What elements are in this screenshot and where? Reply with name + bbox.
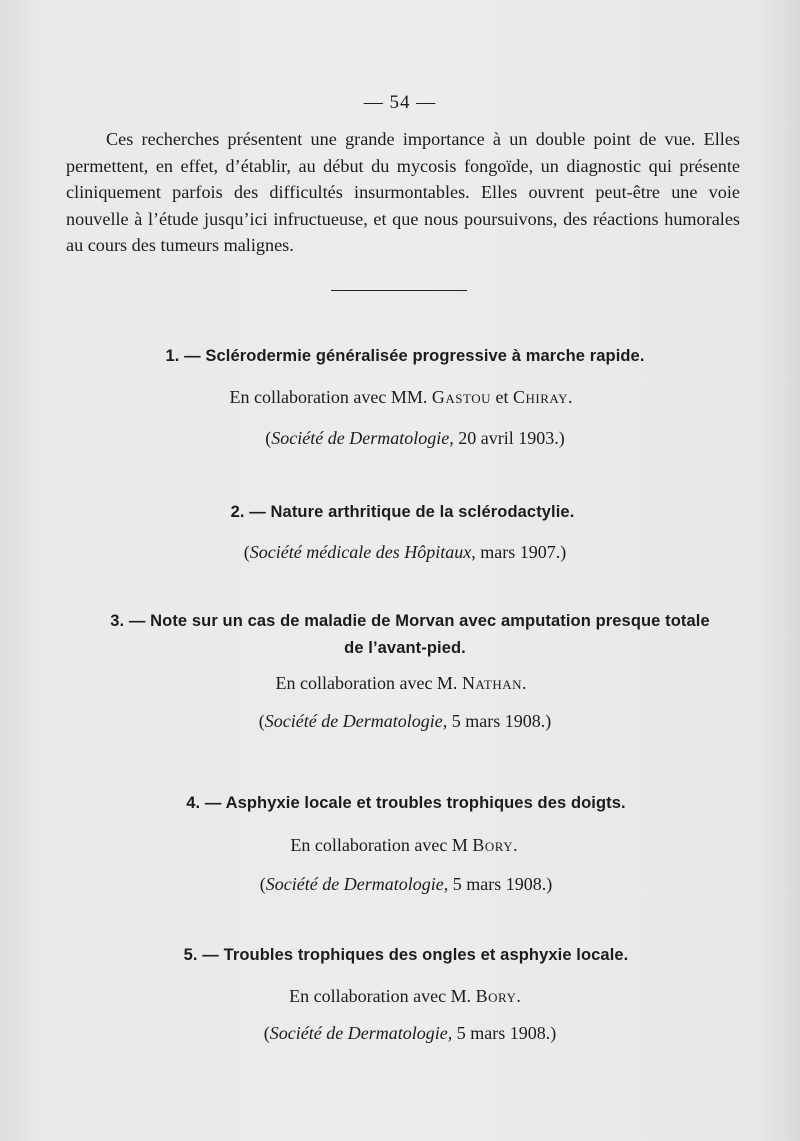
entry-1 — [0, 344, 800, 450]
entry-reference — [0, 540, 800, 564]
ref-date: 20 avril 1903.) — [458, 428, 565, 448]
ref-date: mars 1907.) — [480, 542, 567, 562]
entry-title: 4. — Asphyxie locale et troubles trophiques des doigts. — [186, 794, 626, 812]
entry-title: 3. — Note sur un cas de maladie de Morvan avec amputation presque totale — [110, 612, 710, 630]
entry-title: 1. — Sclérodermie généralisée progressive à marche rapide. — [165, 347, 645, 365]
section-divider — [331, 290, 467, 291]
ref-date: 5 mars 1908.) — [452, 874, 553, 894]
collab-prefix: En collaboration avec M — [290, 835, 468, 855]
collab-prefix: En collaboration avec M. — [289, 986, 472, 1006]
entry-3 — [0, 609, 800, 733]
collab-name: Nathan — [461, 673, 522, 693]
entry-4 — [0, 791, 800, 896]
entry-title: 5. — Troubles trophiques des ongles et asphyxie locale. — [183, 946, 629, 964]
ref-date: 5 mars 1908.) — [451, 711, 552, 731]
ref-open: ( — [263, 1023, 270, 1043]
collab-name: Gastou — [431, 387, 492, 407]
page-number: — 54 — — [363, 92, 437, 113]
entry-reference — [0, 1021, 800, 1045]
ref-open: ( — [265, 428, 272, 448]
ref-journal: Société de Dermatologie, — [265, 874, 449, 894]
ref-journal: Société médicale des Hôpitaux, — [249, 542, 476, 562]
entry-2 — [0, 500, 800, 564]
collab-suffix: . — [568, 387, 573, 407]
entry-5 — [0, 943, 800, 1045]
intro-paragraph: Ces recherches présentent une grande importance à un double point de vue. Elles permettent, en effet, d’établir, au début du mycosis fongoïde, un diagnostic qui présente cliniquement parfois des difficultés insurmontables. Elles ouvrent peut-être une voie nouvelle à l’étude jusqu’ici infructueuse, et que nous poursuivons, des réactions humorales au cours des tumeurs malignes. — [66, 129, 740, 255]
ref-journal: Société de Dermatologie, — [264, 711, 448, 731]
ref-journal: Société de Dermatologie, — [269, 1023, 453, 1043]
entry-reference — [0, 426, 800, 450]
entry-reference — [0, 709, 800, 733]
entry-collaboration — [0, 984, 800, 1008]
entry-collaboration — [0, 671, 800, 695]
collab-suffix: . — [513, 835, 518, 855]
collab-suffix: . — [516, 986, 521, 1006]
ref-open: ( — [243, 542, 250, 562]
entry-title-continuation: de l’avant-pied. — [344, 639, 466, 657]
ref-open: ( — [259, 874, 266, 894]
ref-journal: Société de Dermatologie, — [271, 428, 454, 448]
entry-title: 2. — Nature arthritique de la sclérodactylie. — [230, 503, 575, 521]
collab-suffix: . — [522, 673, 527, 693]
collab-prefix: En collaboration avec MM. — [229, 387, 428, 407]
collab-name: Bory — [475, 986, 517, 1006]
collab-joiner: et — [495, 387, 509, 407]
collab-prefix: En collaboration avec M. — [275, 673, 458, 693]
ref-date: 5 mars 1908.) — [456, 1023, 557, 1043]
entry-collaboration — [0, 385, 800, 409]
collab-name: Bory — [472, 835, 514, 855]
collab-name: Chiray — [513, 387, 569, 407]
entry-collaboration — [0, 833, 800, 857]
entry-reference — [0, 872, 800, 896]
ref-open: ( — [258, 711, 265, 731]
